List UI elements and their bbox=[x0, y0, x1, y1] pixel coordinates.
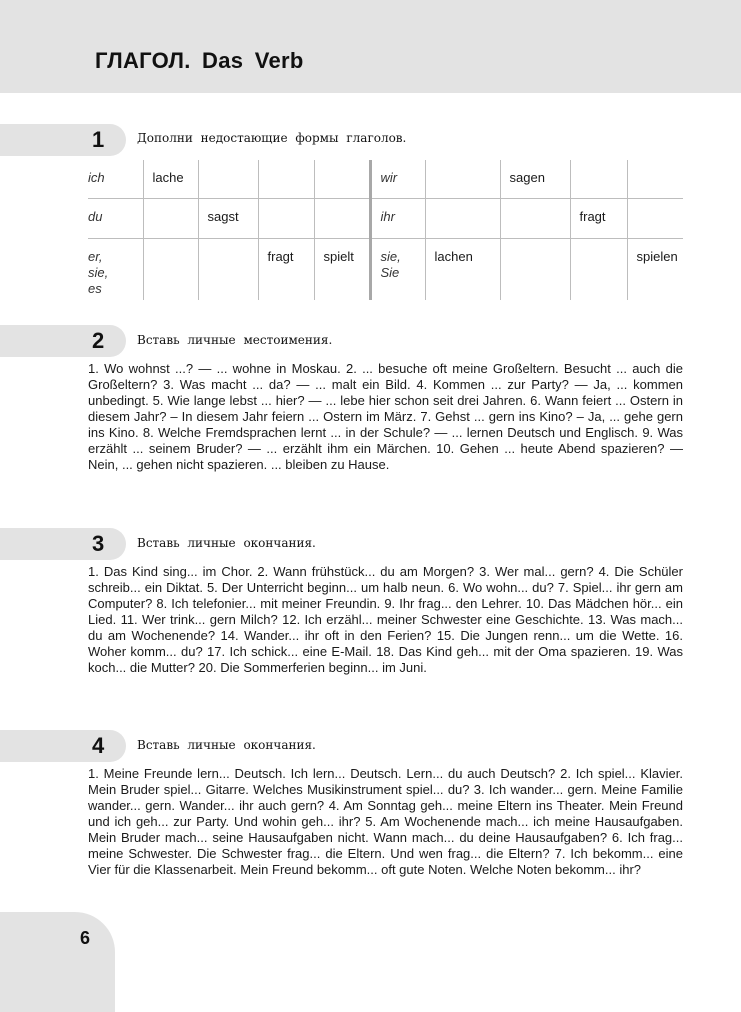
page-footer bbox=[0, 912, 115, 1012]
exercise-number: 1 bbox=[92, 127, 105, 152]
pronoun-cell: ihr bbox=[370, 198, 425, 238]
verb-conjugation-table bbox=[88, 160, 683, 300]
verb-form-cell: spielen bbox=[627, 238, 683, 300]
exercise-text: 1. Wo wohnst ...? — ... wohne in Moskau. 2. ... besuche oft meine Großeltern. Besucht ... auch die Großeltern? 3. Was macht ... da? — ... malt ein Bild. 4. Kommen ... zur Party? — Ja, ... kommen unbedingt. 5. Wie lange lebst ... hier? — ... lebe hier schon seit drei Jahren. 6. Wann feiert ... Ostern in diesem Jahr? – In diesem Jahr feiern ... Ostern im März. 7. Gehst ... gern ins Kino? – Ja, ... gehe gern ins Kino. 8. Welche Fremdsprachen lernt ... in der Schule? — ... lernen Deutsch und Englisch. 9. Was erzählt ... seinem Bruder? — ... erzählt ihm ein Märchen. 10. Gehen ... heute Abend spazieren? — Nein, ... gehen nicht spazieren. ... bleiben zu Hause. bbox=[88, 361, 683, 472]
verb-form-cell bbox=[570, 160, 627, 198]
verb-form-cell bbox=[143, 238, 198, 300]
verb-form-cell bbox=[425, 198, 500, 238]
verb-form-cell bbox=[425, 160, 500, 198]
pronoun-cell: wir bbox=[370, 160, 425, 198]
verb-form-cell bbox=[570, 238, 627, 300]
chapter-title: ГЛАГОЛ. Das Verb bbox=[95, 48, 304, 73]
verb-form-cell bbox=[143, 198, 198, 238]
exercise-text: 1. Das Kind sing... im Chor. 2. Wann frühstück... du am Morgen? 3. Wer mal... gern? 4. Die Schüler schreib... ein Diktat. 5. Der Unterricht beginn... um halb neun. 6. Wo wohn... du? 7. Spiel... ihr gern am Computer? 8. Ich telefonier... mit meiner Freundin. 9. Ihr frag... den Lehrer. 10. Das Mädchen hör... ein Lied. 11. Wer trink... gern Milch? 12. Ich erzähl... meiner Schwester eine Geschichte. 13. Was mach... du am Wochenende? 14. Wander... ihr oft in den Ferien? 15. Die Jungen renn... um die Wette. 16. Woher komm... du? 17. Ich schick... eine E-Mail. 18. Das Kind geh... mit der Oma spazieren. 19. Was koch... die Mutter? 20. Die Sommerferien beginn... im Juni. bbox=[88, 564, 683, 675]
verb-form-cell: fragt bbox=[258, 238, 314, 300]
exercise-number-tab bbox=[0, 528, 126, 560]
exercise-instruction: Вставь личные местоимения. bbox=[137, 333, 333, 347]
pronoun-cell: ich bbox=[88, 160, 143, 198]
exercise-number-tab bbox=[0, 730, 126, 762]
exercise-number-tab bbox=[0, 124, 126, 156]
verb-form-cell bbox=[198, 160, 258, 198]
exercise-text: 1. Meine Freunde lern... Deutsch. Ich lern... Deutsch. Lern... du auch Deutsch? 2. Ich spiel... Klavier. Mein Bruder spiel... Gitarre. Welches Musikinstrument spiel... du? 3. Ich wander... gern. Meine Familie wander... gern. Wander... ihr auch gern? 4. Am Sonntag geh... meine Eltern ins Theater. Mein Freund und ich geh... zur Party. Und wohin geh... ihr? 5. Am Wochenende mach... ich meine Hausaufgaben. Mein Bruder mach... seine Hausaufgaben nicht. Wann mach... du deine Hausaufgaben? 6. Ich frag... meine Schwester. Die Schwester frag... die Eltern. Und wen frag... die Eltern? 7. Ich bekomm... eine Vier für die Klassenarbeit. Mein Freund bekomm... oft gute Noten. Welche Noten bekomm... ihr? bbox=[88, 766, 683, 877]
verb-form-cell bbox=[500, 198, 570, 238]
verb-form-cell bbox=[258, 198, 314, 238]
verb-form-cell bbox=[314, 198, 370, 238]
table-row bbox=[88, 198, 683, 238]
pronoun-cell: sie, Sie bbox=[370, 238, 425, 300]
verb-form-cell bbox=[258, 160, 314, 198]
exercise-number-tab bbox=[0, 325, 126, 357]
verb-form-cell: lache bbox=[143, 160, 198, 198]
exercise-instruction: Дополни недостающие формы глаголов. bbox=[137, 131, 407, 145]
verb-form-cell: sagen bbox=[500, 160, 570, 198]
chapter-header bbox=[0, 0, 741, 93]
verb-form-cell: sagst bbox=[198, 198, 258, 238]
verb-form-cell bbox=[627, 160, 683, 198]
table-row bbox=[88, 160, 683, 198]
exercise-number: 4 bbox=[92, 733, 105, 758]
page-number: 6 bbox=[80, 928, 91, 948]
verb-form-cell: spielt bbox=[314, 238, 370, 300]
verb-form-cell bbox=[198, 238, 258, 300]
verb-form-cell: fragt bbox=[570, 198, 627, 238]
exercise-number: 2 bbox=[92, 328, 105, 353]
verb-form-cell bbox=[627, 198, 683, 238]
exercise-instruction: Вставь личные окончания. bbox=[137, 738, 316, 752]
pronoun-cell: du bbox=[88, 198, 143, 238]
exercise-instruction: Вставь личные окончания. bbox=[137, 536, 316, 550]
pronoun-cell: er, sie, es bbox=[88, 248, 109, 296]
verb-form-cell: lachen bbox=[425, 238, 500, 300]
table-row bbox=[88, 238, 683, 300]
exercise-number: 3 bbox=[92, 531, 105, 556]
verb-form-cell bbox=[314, 160, 370, 198]
verb-form-cell bbox=[500, 238, 570, 300]
